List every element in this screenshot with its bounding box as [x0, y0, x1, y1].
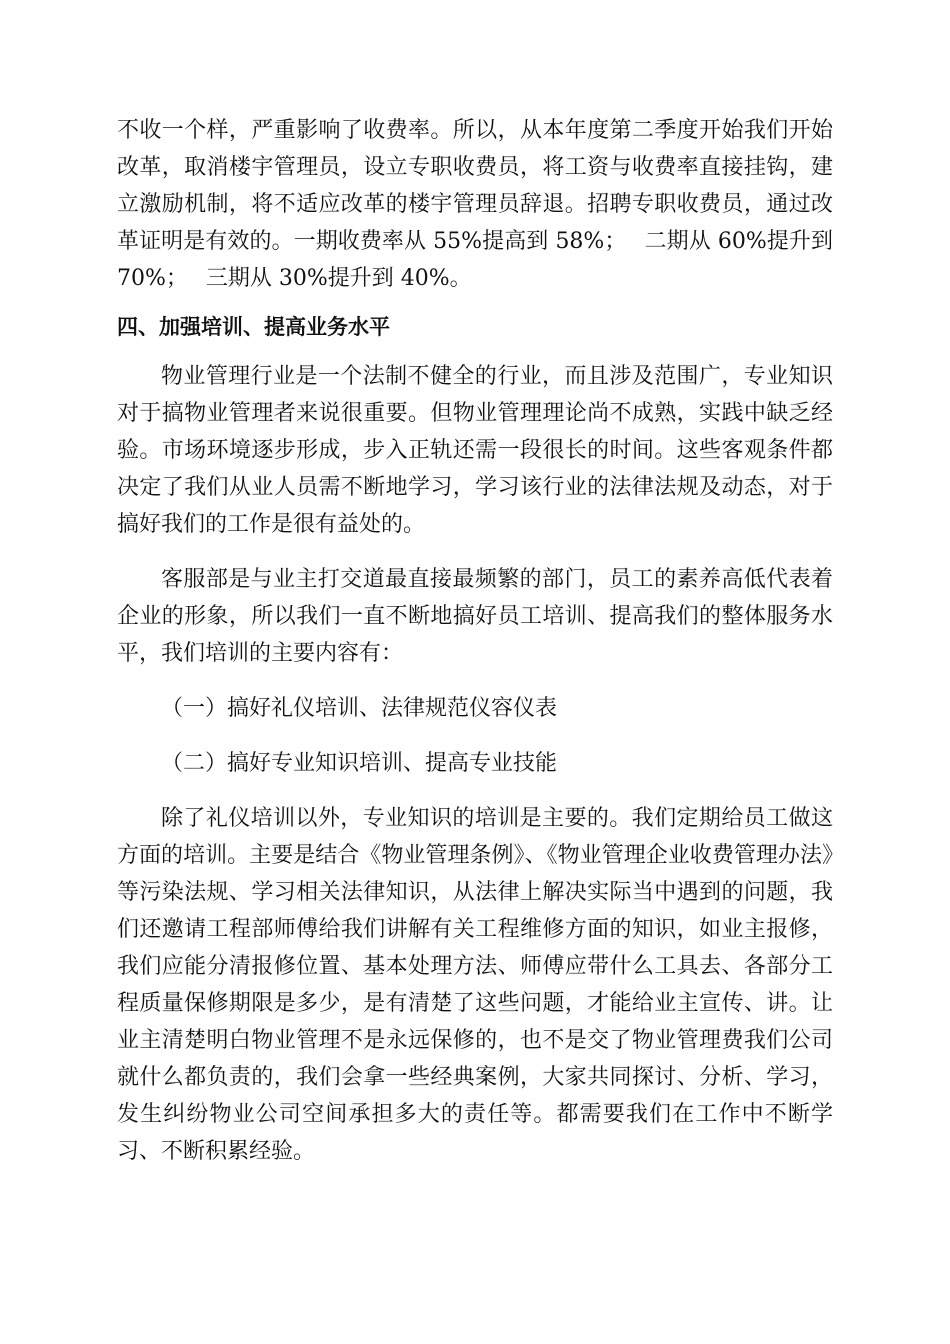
continued-paragraph: 不收一个样，严重影响了收费率。所以，从本年度第二季度开始我们开始改革，取消楼宇管理员，设立专职收费员，将工资与收费率直接挂钩，建立激励机制，将不适应改革的楼宇管理员辞退。招聘专职收费员，通过改革证明是有效的。一期收费率从 55%提高到 58%； 二期从 60%提升到 70%； 三期从 30%提升到 40%。	[117, 118, 833, 291]
paragraph-industry: 物业管理行业是一个法制不健全的行业，而且涉及范围广，专业知识对于搞物业管理者来说很重要。但物业管理理论尚不成熟，实践中缺乏经验。市场环境逐步形成，步入正轨还需一段很长的时间。这些客观条件都决定了我们从业人员需不断地学习，学习该行业的法律法规及动态，对于搞好我们的工作是很有益处的。	[117, 364, 833, 537]
list-item-professional-training: （二）搞好专业知识培训、提高专业技能	[161, 751, 558, 776]
paragraph-training: 除了礼仪培训以外，专业知识的培训是主要的。我们定期给员工做这方面的培训。主要是结合《物业管理条例》、《物业管理企业收费管理办法》等污染法规、学习相关法律知识，从法律上解决实际当中遇到的问题，我们还邀请工程部师傅给我们讲解有关工程维修方面的知识，如业主报修，我们应能分清报修位置、基本处理方法、师傅应带什么工具去、各部分工程质量保修期限是多少，是有清楚了这些问题，才能给业主宣传、讲。让业主清楚明白物业管理不是永远保修的，也不是交了物业管理费我们公司就什么都负责的，我们会拿一些经典案例，大家共同探讨、分析、学习，发生纠纷物业公司空间承担多大的责任等。都需要我们在工作中不断学习、不断积累经验。	[117, 806, 833, 1164]
section-heading: 四、加强培训、提高业务水平	[117, 315, 390, 339]
paragraph-service: 客服部是与业主打交道最直接最频繁的部门，员工的素养高低代表着企业的形象，所以我们一直不断地搞好员工培训、提高我们的整体服务水平，我们培训的主要内容有：	[117, 567, 833, 666]
list-item-etiquette-training: （一）搞好礼仪培训、法律规范仪容仪表	[161, 696, 558, 721]
document-page	[117, 112, 833, 1170]
